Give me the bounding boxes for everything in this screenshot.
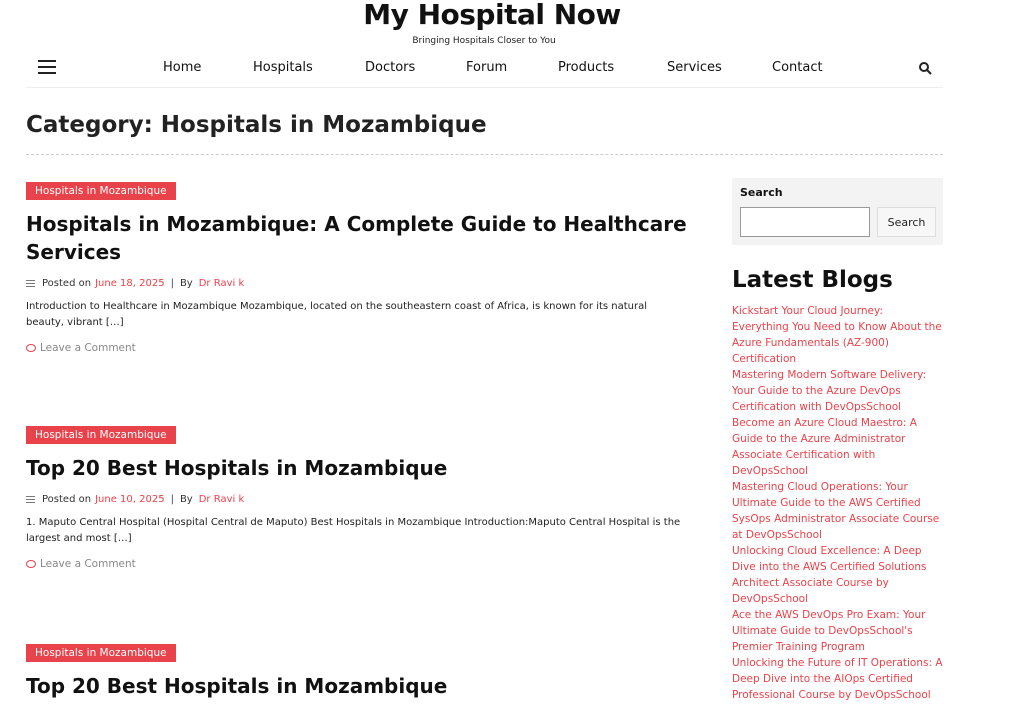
author-link[interactable]: Dr Ravi k — [198, 278, 245, 289]
latest-blog-link[interactable]: Kickstart Your Cloud Journey: Everything You Need to Know About the Azure Fundamentals (AZ-900) Certification — [732, 305, 942, 365]
nav-item-products[interactable]: Products — [558, 60, 615, 75]
post-title[interactable]: Top 20 Best Hospitals in Mozambique — [26, 456, 448, 480]
latest-blog-link[interactable]: Ace the AWS DevOps Pro Exam: Your Ultimate Guide to DevOpsSchool's Premier Training Program — [732, 609, 926, 653]
post-date-link[interactable]: June 10, 2025 — [95, 494, 165, 505]
list-lines-icon — [26, 496, 35, 503]
post-card — [26, 179, 696, 354]
by-label: By — [179, 278, 193, 289]
post-card — [26, 641, 696, 700]
category-badge[interactable]: Hospitals in Mozambique — [26, 182, 176, 200]
latest-blog-link[interactable]: Mastering Cloud Operations: Your Ultimate Guide to the AWS Certified SysOps Administrator Associate Course at DevOpsSchool — [732, 481, 940, 541]
category-badge[interactable]: Hospitals in Mozambique — [26, 644, 176, 662]
nav-item-contact[interactable]: Contact — [772, 60, 823, 75]
leave-comment-link[interactable] — [26, 342, 696, 354]
meta-separator: | — [170, 494, 174, 505]
main-navbar — [26, 50, 943, 88]
hamburger-menu-icon[interactable] — [38, 60, 56, 74]
speech-bubble-icon — [26, 560, 36, 568]
author-link[interactable]: Dr Ravi k — [198, 494, 245, 505]
title-divider — [26, 154, 943, 155]
leave-comment-label: Leave a Comment — [40, 342, 136, 354]
list-lines-icon — [26, 280, 35, 287]
page-title: Category: Hospitals in Mozambique — [26, 112, 487, 138]
search-input[interactable] — [740, 207, 870, 237]
post-card — [26, 423, 696, 570]
post-excerpt: 1. Maputo Central Hospital (Hospital Central de Maputo) Best Hospitals in Mozambique Introduction:Maputo Central Hospital is the largest and most […] — [26, 517, 681, 544]
posted-label: Posted on — [42, 278, 92, 289]
latest-blog-link[interactable]: Become an Azure Cloud Maestro: A Guide to the Azure Administrator Associate Certification with DevOpsSchool — [732, 417, 917, 477]
site-tagline: Bringing Hospitals Closer to You — [412, 36, 556, 46]
nav-item-forum[interactable]: Forum — [466, 60, 508, 75]
by-label: By — [179, 494, 193, 505]
latest-blog-link[interactable]: Mastering Modern Software Delivery: Your Guide to the Azure DevOps Certification with DevOpsSchool — [732, 369, 927, 413]
site-title[interactable]: My Hospital Now — [363, 0, 621, 31]
meta-separator: | — [170, 278, 174, 289]
nav-item-doctors[interactable]: Doctors — [365, 60, 416, 75]
latest-blog-link[interactable]: Unlocking the Future of IT Operations: A Deep Dive into the AIOps Certified Professional Course by DevOpsSchool — [732, 657, 943, 701]
leave-comment-label: Leave a Comment — [40, 558, 136, 570]
nav-item-hospitals[interactable]: Hospitals — [253, 60, 313, 75]
leave-comment-link[interactable] — [26, 558, 696, 570]
latest-blogs-list — [732, 303, 943, 703]
search-widget-label: Search — [740, 186, 783, 199]
latest-blog-link[interactable]: Unlocking Cloud Excellence: A Deep Dive into the AWS Certified Solutions Architect Associate Course by DevOpsSchool — [732, 545, 927, 605]
search-button[interactable]: Search — [877, 207, 936, 237]
post-date-link[interactable]: June 18, 2025 — [95, 278, 165, 289]
speech-bubble-icon — [26, 344, 36, 352]
post-title[interactable]: Hospitals in Mozambique: A Complete Guide to Healthcare Services — [26, 212, 687, 264]
search-icon[interactable] — [918, 61, 932, 75]
post-meta — [26, 494, 696, 505]
category-badge[interactable]: Hospitals in Mozambique — [26, 426, 176, 444]
post-title[interactable]: Top 20 Best Hospitals in Mozambique — [26, 674, 448, 698]
nav-item-services[interactable]: Services — [667, 60, 722, 75]
post-excerpt: Introduction to Healthcare in Mozambique Mozambique, located on the southeastern coast of Africa, is known for its natural beauty, vibrant […] — [26, 301, 648, 328]
sidebar-search-widget — [732, 178, 943, 245]
nav-item-home[interactable]: Home — [163, 60, 202, 75]
post-meta — [26, 278, 696, 289]
posted-label: Posted on — [42, 494, 92, 505]
latest-blogs-heading: Latest Blogs — [732, 267, 893, 293]
